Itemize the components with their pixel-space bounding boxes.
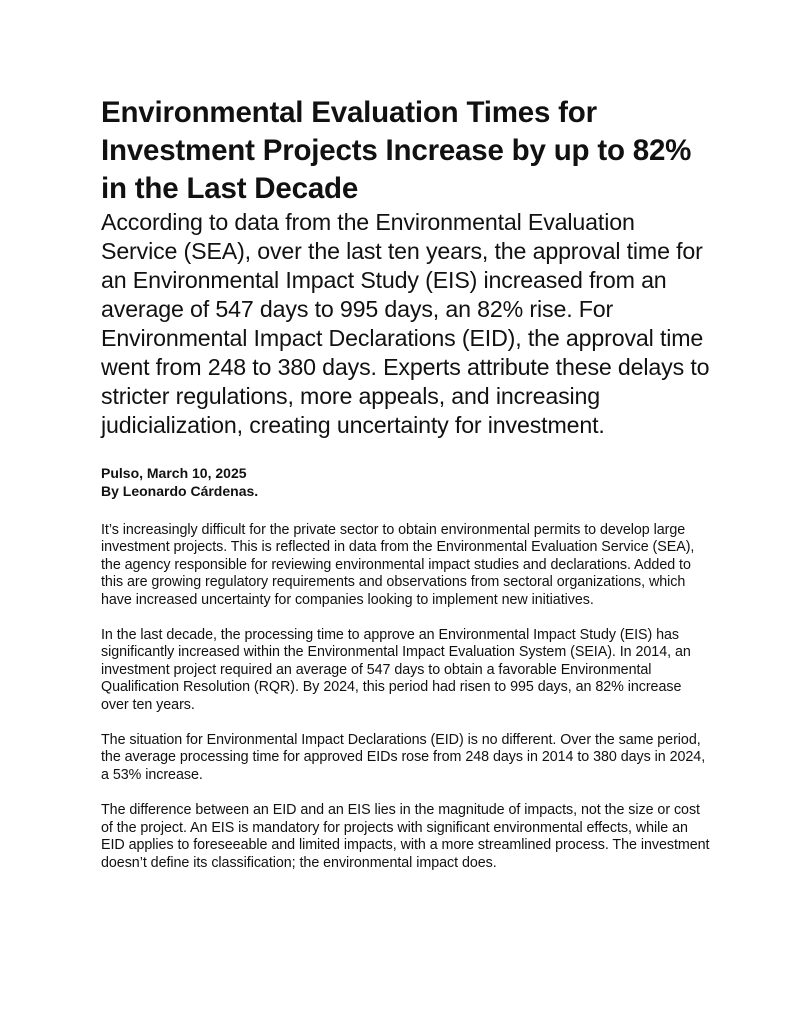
lede: According to data from the Environmental Evaluation Service (SEA), over the last ten years, the approval time for an Environmental Impact Study (EIS) increased from an average of 547 days to 995 days, an 82% rise. For Environmental Impact Declarations (EID), the approval time went from 248 to 380 days. Experts attribute these delays to stricter regulations, more appeals, and increasing judicialization, creating uncertainty for investment. [101, 209, 710, 438]
article-body [101, 522, 711, 872]
body-paragraph: The difference between an EID and an EIS lies in the magnitude of impacts, not the size or cost of the project. An EIS is mandatory for projects with significant environmental effects, while an EID applies to foreseeable and limited impacts, with a more streamlined process. The investment doesn’t define its classification; the environmental impact does. [101, 802, 710, 871]
headline: Environmental Evaluation Times for Investment Projects Increase by up to 82% in the Last Decade [101, 96, 692, 205]
author: By Leonardo Cárdenas. [101, 483, 259, 499]
source-date: Pulso, March 10, 2025 [101, 465, 247, 481]
body-paragraph: It’s increasingly difficult for the private sector to obtain environmental permits to develop large investment projects. This is reflected in data from the Environmental Evaluation Service (SEA), the agency responsible for reviewing environmental impact studies and declarations. Added to this are growing regulatory requirements and observations from sectoral organizations, which have increased uncertainty for companies looking to implement new initiatives. [101, 522, 695, 608]
body-paragraph: The situation for Environmental Impact Declarations (EID) is no different. Over the same period, the average processing time for approved EIDs rose from 248 days in 2014 to 380 days in 2024, a 53% increase. [101, 732, 706, 783]
byline [101, 464, 711, 500]
article [101, 94, 711, 890]
body-paragraph: In the last decade, the processing time to approve an Environmental Impact Study (EIS) has significantly increased within the Environmental Impact Evaluation System (SEIA). In 2014, an investment project required an average of 547 days to obtain a favorable Environmental Qualification Resolution (RQR). By 2024, this period had risen to 995 days, an 82% increase over ten years. [101, 627, 691, 713]
